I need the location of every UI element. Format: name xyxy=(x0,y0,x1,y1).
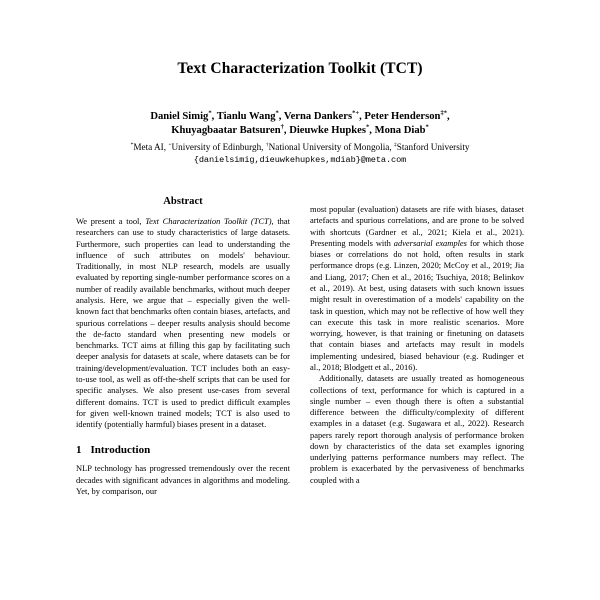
abstract-paragraph xyxy=(76,216,290,430)
author-mark: *+ xyxy=(352,109,360,117)
section-number: 1 xyxy=(76,444,82,457)
title-block xyxy=(0,0,600,165)
author-mark: * xyxy=(366,123,370,131)
author-mark: * xyxy=(208,109,212,117)
page-title: Text Characterization Toolkit (TCT) xyxy=(177,60,423,77)
body-columns xyxy=(0,196,600,497)
author-line-2: Khuyagbaatar Batsuren†, Dieuwke Hupkes*, Mona Diab* xyxy=(171,123,429,137)
right-text-after: for which those biases or correlations do not hold, often results in stark performance drops (e.g. Linzen, 2020; McCoy et al., 2019; Jia and Liang, 2017; Chen et al., 2016; Tsuchiya, 2018; Belinkov et al., 2019). At best, using datasets with such known issues might result in overestimation of a models' capability on the task in question, which may not be reflective of how well they can execute this task in more realistic scenarios. More worrying, however, is that training or finetuning on datasets that contain biases and artefacts may result in models implementing undesired, biased behaviour (e.g. Rudinger et al., 2018; Blodgett et al., 2016). xyxy=(310,237,524,372)
right-text-before: most popular (evaluation) datasets are rife with biases, dataset artefacts and spurious correlations, and are prone to be solved with shortcuts (Gardner et al., 2021; Kiela et al., 2021). Presenting models with xyxy=(310,204,524,248)
affiliations-line: *Meta AI, +University of Edinburgh, †National University of Mongolia, ‡Stanford University xyxy=(130,142,470,153)
affiliation-mark: † xyxy=(265,142,269,149)
author-mark: * xyxy=(275,109,279,117)
section-heading-introduction xyxy=(76,444,290,456)
author-mark: † xyxy=(280,123,284,131)
contact-email: {danielsimig,dieuwkehupkes,mdiab}@meta.com xyxy=(193,154,407,165)
abstract-text-before: We present a tool, xyxy=(76,216,146,226)
section-title: Introduction xyxy=(90,444,151,457)
right-paragraph-1 xyxy=(310,204,524,373)
right-paragraph-2: Additionally, datasets are usually treated as homogeneous collections of text, performance for which is captured in a single number – even though there is often a substantial difference between the difficulty/complexity of different examples in a dataset (e.g. Sugawara et al., 2022). Research papers rarely report thorough analysis of performance broken down by characteristics of the data set examples ignoring underlying patterns performance numbers may reflect. The problem is exacerbated by the pervasiveness of benchmarks coupled with a xyxy=(310,373,524,485)
right-column xyxy=(310,196,524,497)
left-column xyxy=(76,196,290,497)
affiliation-mark: + xyxy=(168,142,172,149)
abstract-text-after: , that researchers can use to study characteristics of large datasets. Furthermore, such properties can lead to understanding the influence of such attributes on models' behaviour. Traditionally, in most NLP research, models are usually evaluated by reporting single-number performance scores on a number of readily available benchmarks, without much deeper analysis. Here, we argue that – especially given the well-known fact that benchmarks often contain biases, artefacts, and spurious correlations – deeper results analysis should become the de-facto standard when presenting new models or benchmarks. TCT aims at filling this gap by facilitating such deeper analysis for datasets at scale, where datasets can be for training/development/evaluation. TCT includes both an easy-to-use tool, as well as off-the-shelf scripts that can be used for specific analyses. We also present use-cases from several different domains. TCT is used to predict difficult examples for given well-known trained models; TCT is also used to identify (potentially harmful) biases present in a dataset. xyxy=(76,216,290,430)
right-italic-term: adversarial examples xyxy=(393,237,467,248)
author-line-1: Daniel Simig*, Tianlu Wang*, Verna Dankers*+, Peter Henderson‡*, xyxy=(150,109,450,122)
author-list xyxy=(0,110,600,139)
affiliation-mark: * xyxy=(130,142,134,149)
author-mark: ‡* xyxy=(440,109,447,117)
abstract-heading: Abstract xyxy=(163,196,203,207)
affiliation-mark: ‡ xyxy=(393,142,397,149)
abstract-italic-title: Text Characterization Toolkit (TCT) xyxy=(145,216,272,226)
author-mark: * xyxy=(425,123,429,131)
introduction-paragraph-1: NLP technology has progressed tremendously over the recent decades with significant advances in algorithms and modeling. Yet, by comparison, our xyxy=(76,463,290,496)
